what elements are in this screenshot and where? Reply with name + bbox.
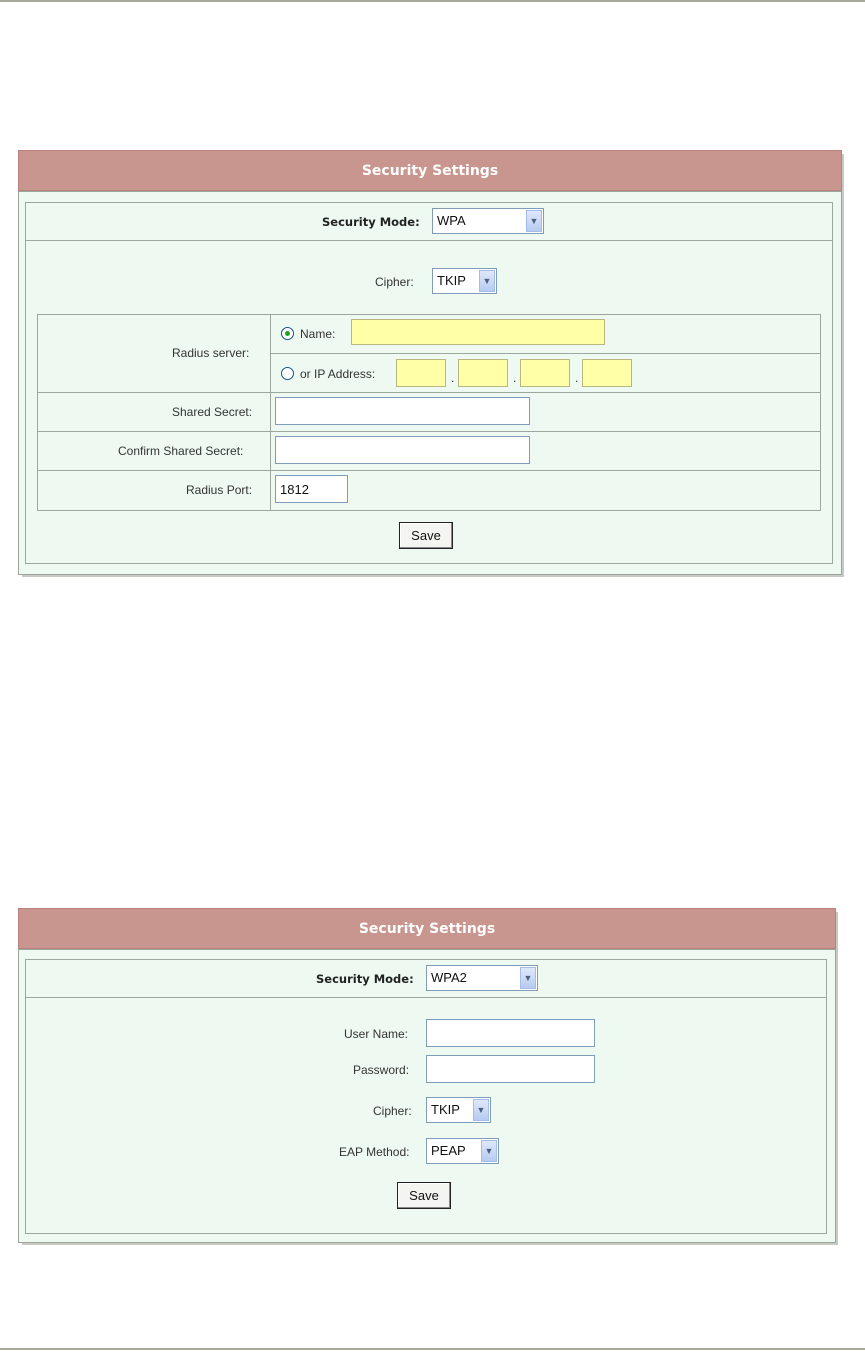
settings-frame xyxy=(25,202,833,564)
radius-port-label: Radius Port: xyxy=(186,483,253,497)
divider xyxy=(26,997,826,998)
panel-title: Security Settings xyxy=(18,150,842,191)
ip-separator: . xyxy=(575,371,579,385)
name-label: Name: xyxy=(300,327,336,341)
radius-server-label: Radius server: xyxy=(172,346,250,360)
divider xyxy=(38,470,820,471)
cipher-select[interactable] xyxy=(426,1097,491,1123)
chevron-down-icon: ▼ xyxy=(481,1140,497,1162)
security-mode-select[interactable] xyxy=(426,965,538,991)
divider xyxy=(38,431,820,432)
eap-method-select[interactable] xyxy=(426,1138,499,1164)
name-radio[interactable] xyxy=(281,327,294,340)
radius-name-input[interactable] xyxy=(351,319,605,345)
user-name-label: User Name: xyxy=(344,1027,409,1041)
ip-octet-4-input[interactable] xyxy=(582,359,632,387)
cipher-value: TKIP xyxy=(431,1102,460,1117)
cipher-label: Cipher: xyxy=(375,275,414,289)
panel-body xyxy=(18,949,836,1243)
cipher-label: Cipher: xyxy=(373,1104,412,1118)
eap-method-value: PEAP xyxy=(431,1143,466,1158)
chevron-down-icon: ▼ xyxy=(526,210,542,232)
bottom-page-rule xyxy=(0,1348,865,1350)
cipher-value: TKIP xyxy=(437,273,466,288)
ip-separator: . xyxy=(513,371,517,385)
save-button[interactable]: Save xyxy=(397,1182,451,1209)
chevron-down-icon: ▼ xyxy=(473,1099,489,1121)
panel-body xyxy=(18,191,842,575)
password-input[interactable] xyxy=(426,1055,595,1083)
confirm-shared-secret-input[interactable] xyxy=(275,436,530,464)
divider xyxy=(271,353,820,354)
ip-octet-2-input[interactable] xyxy=(458,359,508,387)
save-button[interactable]: Save xyxy=(399,522,453,549)
ip-address-radio[interactable] xyxy=(281,367,294,380)
security-mode-label: Security Mode: xyxy=(316,972,414,986)
ip-address-label: or IP Address: xyxy=(300,367,376,381)
ip-octet-3-input[interactable] xyxy=(520,359,570,387)
security-mode-value: WPA2 xyxy=(431,970,467,985)
security-mode-label: Security Mode: xyxy=(322,215,420,229)
ip-separator: . xyxy=(451,371,455,385)
security-mode-value: WPA xyxy=(437,213,466,228)
security-settings-panel-wpa xyxy=(18,150,842,575)
confirm-shared-secret-label: Confirm Shared Secret: xyxy=(118,444,244,458)
shared-secret-input[interactable] xyxy=(275,397,530,425)
security-mode-select[interactable] xyxy=(432,208,544,234)
eap-method-label: EAP Method: xyxy=(339,1145,410,1159)
ip-octet-1-input[interactable] xyxy=(396,359,446,387)
chevron-down-icon: ▼ xyxy=(520,967,536,989)
divider xyxy=(38,392,820,393)
top-page-rule xyxy=(0,0,865,2)
panel-title: Security Settings xyxy=(18,908,836,949)
shared-secret-label: Shared Secret: xyxy=(172,405,253,419)
divider xyxy=(26,240,832,241)
user-name-input[interactable] xyxy=(426,1019,595,1047)
chevron-down-icon: ▼ xyxy=(479,270,495,292)
password-label: Password: xyxy=(353,1063,410,1077)
security-settings-panel-wpa2 xyxy=(18,908,836,1243)
cipher-select[interactable] xyxy=(432,268,497,294)
radius-table xyxy=(37,314,821,511)
settings-frame xyxy=(25,959,827,1234)
radius-port-input[interactable] xyxy=(275,475,348,503)
column-divider xyxy=(270,315,271,510)
